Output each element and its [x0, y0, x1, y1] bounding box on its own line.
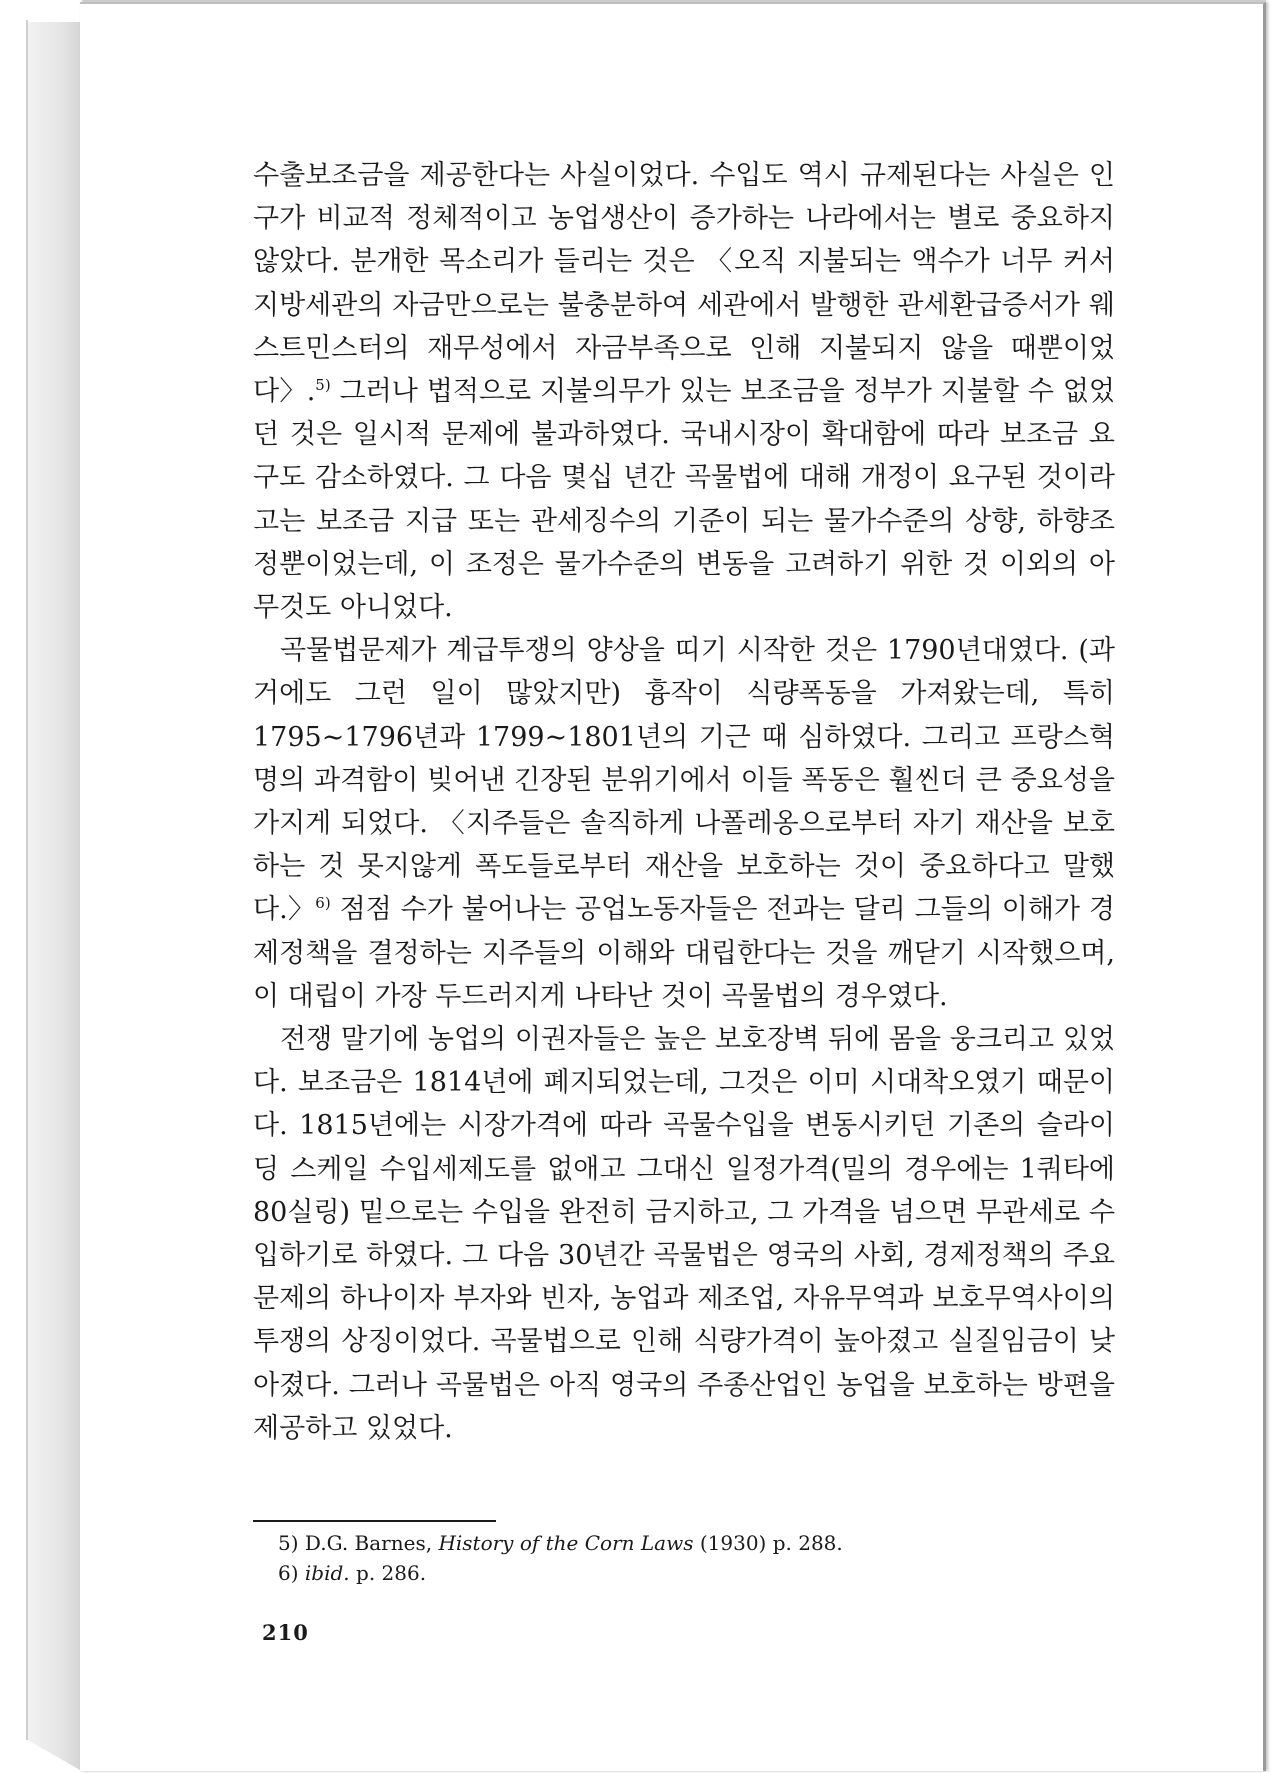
- footnote-number: 6): [278, 1561, 299, 1585]
- footnote-number: 5): [278, 1531, 299, 1555]
- paragraph-2-text-a: 곡물법문제가 계급투쟁의 양상을 띠기 시작한 것은 1790년대였다. (과거에도 그런 일이 많았지만) 흉작이 식량폭동을 가져왔는데, 특히 1795∼1796년과 1799∼1801년의 기근 때 심하였다. 그리고 프랑스혁명의 과격함이 빚어낸 긴장된 분위기에서 이들 폭동은 훨씬더 큰 중요성을 가지게 되었다. 〈지주들은 솔직하게 나폴레옹으로부터 자기 재산을 보호하는 것 못지않게 폭도들로부터 재산을 보호하는 것이 중요하다고 말했다.〉: [253, 635, 1115, 926]
- paragraph-2: [253, 629, 1115, 1018]
- paragraph-3: 전쟁 말기에 농업의 이권자들은 높은 보호장벽 뒤에 몸을 웅크리고 있었다. 보조금은 1814년에 폐지되었는데, 그것은 이미 시대착오였기 때문이다. 1815년에는 시장가격에 따라 곡물수입을 변동시키던 기존의 슬라이딩 스케일 수입세제도를 없애고 그대신 일정가격(밀의 경우에는 1쿼타에 80실링) 밑으로는 수입을 완전히 금지하고, 그 가격을 넘으면 무관세로 수입하기로 하였다. 그 다음 30년간 곡물법은 영국의 사회, 경제정책의 주요문제의 하나이자 부자와 빈자, 농업과 제조업, 자유무역과 보호무역사이의 투쟁의 상징이었다. 곡물법으로 인해 식량가격이 높아졌고 실질임금이 낮아졌다. 그러나 곡물법은 아직 영국의 주종산업인 농업을 보호하는 방편을 제공하고 있었다.: [253, 1024, 1115, 1444]
- footnote-6: [278, 1558, 843, 1588]
- footnote-5: [278, 1528, 843, 1558]
- book-side-edge: [26, 20, 28, 1740]
- paragraph-1-text-a: 수출보조금을 제공한다는 사실이었다. 수입도 역시 규제된다는 사실은 인구가 비교적 정체적이고 농업생산이 증가하는 나라에서는 별로 중요하지 않았다. 분개한 목소리가 들리는 것은 〈오직 지불되는 액수가 너무 커서 지방세관의 자금만으로는 불충분하여 세관에서 발행한 관세환급증서가 웨스트민스터의 재무성에서 자금부족으로 인해 지불되지 않을 때뿐이었다〉.: [253, 160, 1115, 408]
- footnote-ref-5: 5): [315, 376, 331, 395]
- paragraph-1-text-b: 그러나 법적으로 지불의무가 있는 보조금을 정부가 지불할 수 없었던 것은 일시적 문제에 불과하였다. 국내시장이 확대함에 따라 보조금 요구도 감소하였다. 그 다음 몇십 년간 곡물법에 대해 개정이 요구된 것이라고는 보조금 지급 또는 관세징수의 기준이 되는 물가수준의 상향, 하향조정뿐이었는데, 이 조정은 물가수준의 변동을 고려하기 위한 것 이외의 아무것도 아니었다.: [253, 376, 1115, 624]
- paragraph-2-text-b: 점점 수가 불어나는 공업노동자들은 전과는 달리 그들의 이해가 경제정책을 결정하는 지주들의 이해와 대립한다는 것을 깨닫기 시작했으며, 이 대립이 가장 두드러지게 나타난 것이 곡물법의 경우였다.: [253, 894, 1115, 1012]
- page-number: 210: [262, 1620, 309, 1645]
- footnote-citation: (1930) p. 288.: [693, 1531, 843, 1555]
- footnote-citation: p. 286.: [349, 1561, 427, 1585]
- paragraph-1: [253, 154, 1115, 629]
- footnote-title: ibid.: [304, 1561, 350, 1585]
- footnote-ref-6: 6): [315, 894, 331, 913]
- footnote-author: D.G. Barnes,: [298, 1531, 439, 1555]
- body-text: [253, 154, 1115, 1450]
- footnote-divider: [253, 1520, 496, 1522]
- book-spine: [28, 22, 80, 1770]
- footnotes: [278, 1528, 843, 1588]
- footnote-title: History of the Corn Laws: [438, 1531, 694, 1555]
